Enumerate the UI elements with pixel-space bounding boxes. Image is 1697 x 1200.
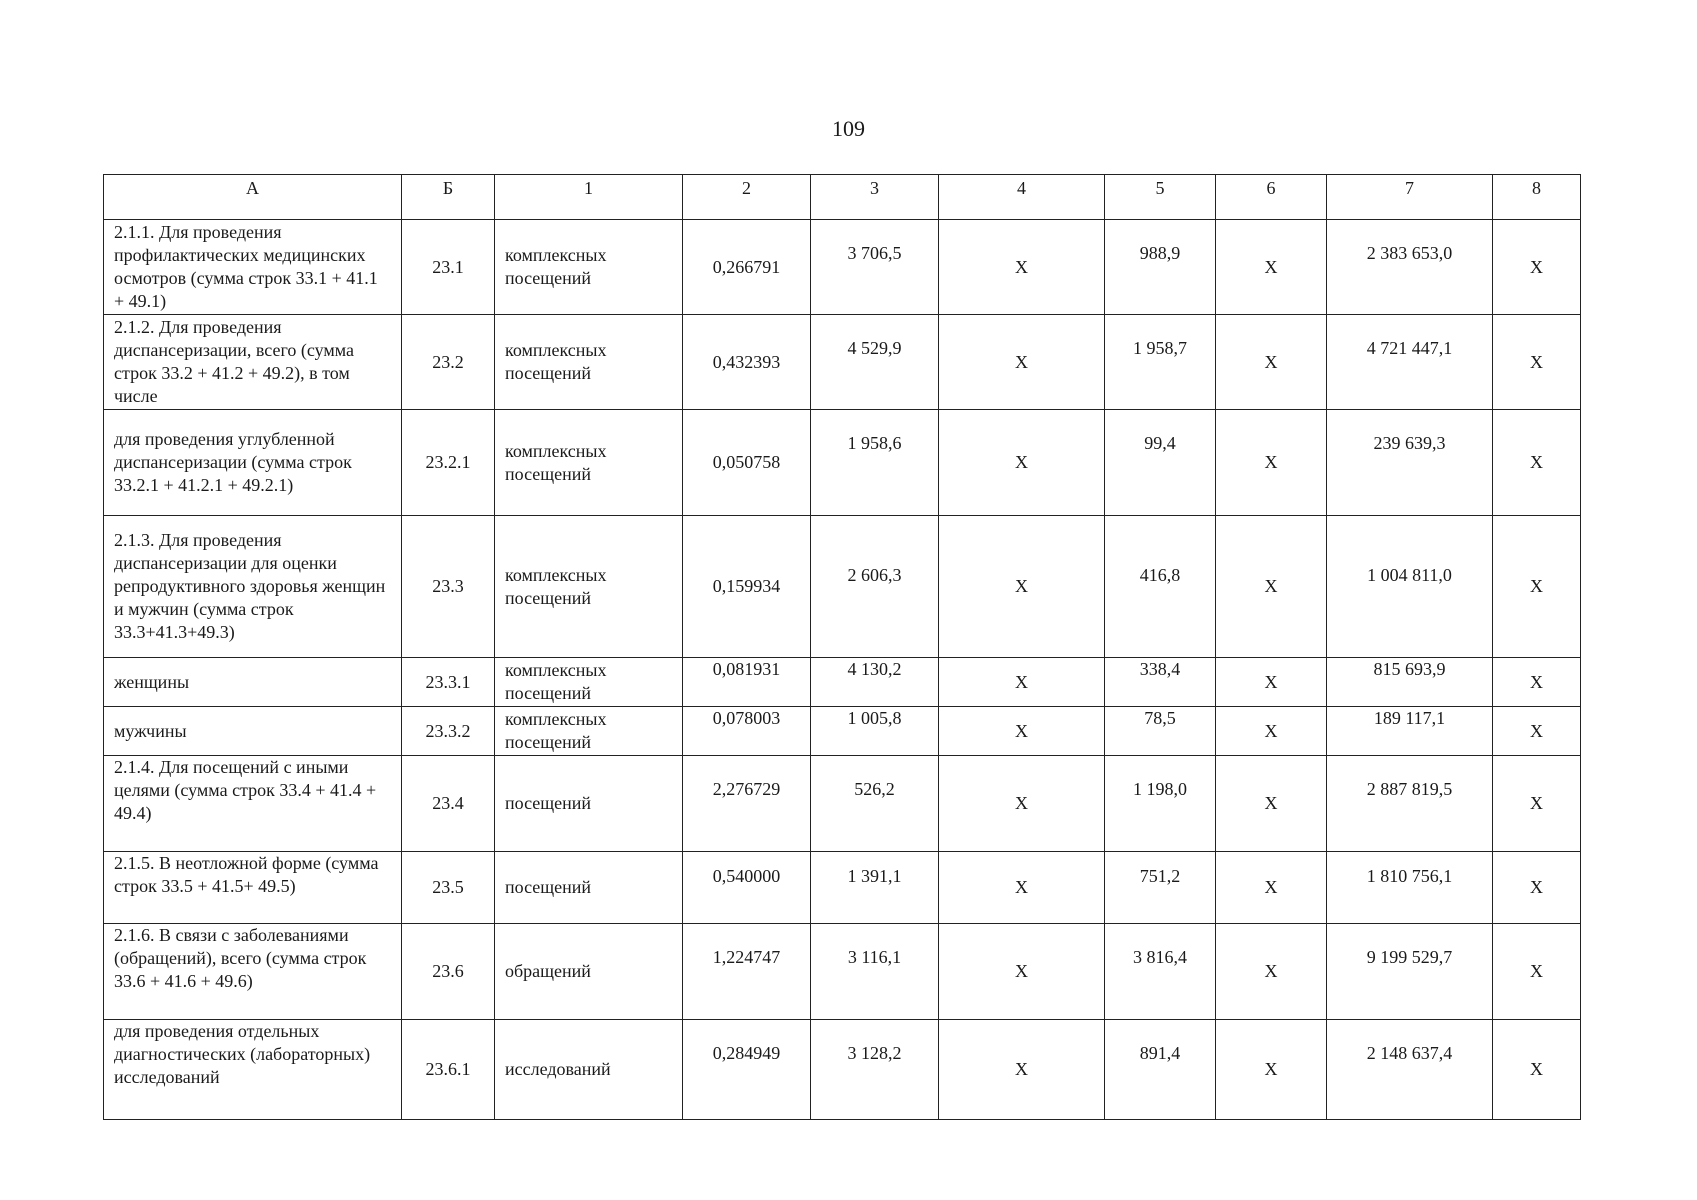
header-cell-8: 8 xyxy=(1493,175,1581,220)
cell-1: исследований xyxy=(495,1020,683,1120)
table-row xyxy=(104,756,1581,852)
cell-4: Х xyxy=(939,220,1105,315)
header-cell-3: 3 xyxy=(811,175,939,220)
cell-7: 815 693,9 xyxy=(1327,658,1493,707)
cell-5: 78,5 xyxy=(1105,707,1216,756)
cell-2: 0,284949 xyxy=(683,1020,811,1120)
header-cell-6: 6 xyxy=(1216,175,1327,220)
cell-b: 23.3.1 xyxy=(402,658,495,707)
table-row xyxy=(104,1020,1581,1120)
cell-b: 23.2 xyxy=(402,315,495,410)
cell-4: Х xyxy=(939,516,1105,658)
cell-1: комплексных посещений xyxy=(495,220,683,315)
table-row xyxy=(104,658,1581,707)
cell-8: Х xyxy=(1493,852,1581,924)
cell-2: 0,432393 xyxy=(683,315,811,410)
table-row xyxy=(104,220,1581,315)
cell-a: для проведения отдельных диагностических (лабораторных) исследований xyxy=(104,1020,402,1120)
cell-4: Х xyxy=(939,315,1105,410)
cell-5: 1 958,7 xyxy=(1105,315,1216,410)
cell-1: посещений xyxy=(495,852,683,924)
cell-4: Х xyxy=(939,1020,1105,1120)
cell-a: 2.1.4. Для посещений с иными целями (сумма строк 33.4 + 41.4 + 49.4) xyxy=(104,756,402,852)
cell-a: 2.1.3. Для проведения диспансеризации для оценки репродуктивного здоровья женщин и мужчин (сумма строк 33.3+41.3+49.3) xyxy=(104,516,402,658)
header-cell-7: 7 xyxy=(1327,175,1493,220)
cell-b: 23.4 xyxy=(402,756,495,852)
cell-a: мужчины xyxy=(104,707,402,756)
cell-a: 2.1.2. Для проведения диспансеризации, всего (сумма строк 33.2 + 41.2 + 49.2), в том числе xyxy=(104,315,402,410)
cell-1: комплексных посещений xyxy=(495,658,683,707)
cell-7: 1 004 811,0 xyxy=(1327,516,1493,658)
page-number: 109 xyxy=(832,116,865,141)
cell-8: Х xyxy=(1493,1020,1581,1120)
cell-3: 4 130,2 xyxy=(811,658,939,707)
cell-6: Х xyxy=(1216,756,1327,852)
cell-2: 0,159934 xyxy=(683,516,811,658)
cell-6: Х xyxy=(1216,410,1327,516)
cell-6: Х xyxy=(1216,220,1327,315)
cell-b: 23.3.2 xyxy=(402,707,495,756)
cell-7: 1 810 756,1 xyxy=(1327,852,1493,924)
cell-1: комплексных посещений xyxy=(495,516,683,658)
cell-2: 0,266791 xyxy=(683,220,811,315)
cell-1: посещений xyxy=(495,756,683,852)
cell-7: 2 148 637,4 xyxy=(1327,1020,1493,1120)
cell-5: 1 198,0 xyxy=(1105,756,1216,852)
cell-2: 1,224747 xyxy=(683,924,811,1020)
cell-3: 3 706,5 xyxy=(811,220,939,315)
header-cell-a: А xyxy=(104,175,402,220)
header-cell-b: Б xyxy=(402,175,495,220)
header-cell-4: 4 xyxy=(939,175,1105,220)
cell-8: Х xyxy=(1493,658,1581,707)
cell-6: Х xyxy=(1216,315,1327,410)
cell-2: 0,050758 xyxy=(683,410,811,516)
cell-7: 9 199 529,7 xyxy=(1327,924,1493,1020)
cell-6: Х xyxy=(1216,852,1327,924)
cell-7: 4 721 447,1 xyxy=(1327,315,1493,410)
cell-a: женщины xyxy=(104,658,402,707)
cell-8: Х xyxy=(1493,516,1581,658)
cell-1: комплексных посещений xyxy=(495,707,683,756)
cell-a: 2.1.1. Для проведения профилактических медицинских осмотров (сумма строк 33.1 + 41.1 + 49.1) xyxy=(104,220,402,315)
cell-2: 0,081931 xyxy=(683,658,811,707)
table-row xyxy=(104,852,1581,924)
cell-6: Х xyxy=(1216,924,1327,1020)
cell-4: Х xyxy=(939,707,1105,756)
cell-5: 99,4 xyxy=(1105,410,1216,516)
cell-3: 1 391,1 xyxy=(811,852,939,924)
table-row xyxy=(104,315,1581,410)
cell-6: Х xyxy=(1216,658,1327,707)
cell-3: 3 128,2 xyxy=(811,1020,939,1120)
cell-7: 239 639,3 xyxy=(1327,410,1493,516)
cell-3: 1 958,6 xyxy=(811,410,939,516)
cell-3: 2 606,3 xyxy=(811,516,939,658)
cell-1: комплексных посещений xyxy=(495,315,683,410)
cell-8: Х xyxy=(1493,924,1581,1020)
cell-4: Х xyxy=(939,658,1105,707)
cell-b: 23.2.1 xyxy=(402,410,495,516)
cell-1: комплексных посещений xyxy=(495,410,683,516)
table-row xyxy=(104,516,1581,658)
cell-5: 338,4 xyxy=(1105,658,1216,707)
header-cell-1: 1 xyxy=(495,175,683,220)
cell-3: 1 005,8 xyxy=(811,707,939,756)
cell-5: 751,2 xyxy=(1105,852,1216,924)
header-row xyxy=(104,175,1581,220)
cell-7: 2 887 819,5 xyxy=(1327,756,1493,852)
cell-a: 2.1.6. В связи с заболеваниями (обращений), всего (сумма строк 33.6 + 41.6 + 49.6) xyxy=(104,924,402,1020)
cell-3: 4 529,9 xyxy=(811,315,939,410)
cell-5: 3 816,4 xyxy=(1105,924,1216,1020)
cell-8: Х xyxy=(1493,220,1581,315)
header-cell-5: 5 xyxy=(1105,175,1216,220)
cell-6: Х xyxy=(1216,516,1327,658)
cell-2: 0,078003 xyxy=(683,707,811,756)
cell-4: Х xyxy=(939,924,1105,1020)
cell-3: 526,2 xyxy=(811,756,939,852)
cell-b: 23.3 xyxy=(402,516,495,658)
table-row xyxy=(104,924,1581,1020)
cell-6: Х xyxy=(1216,1020,1327,1120)
cell-8: Х xyxy=(1493,756,1581,852)
header-cell-2: 2 xyxy=(683,175,811,220)
cell-b: 23.6.1 xyxy=(402,1020,495,1120)
cell-4: Х xyxy=(939,756,1105,852)
table-row xyxy=(104,410,1581,516)
cell-1: обращений xyxy=(495,924,683,1020)
cell-4: Х xyxy=(939,852,1105,924)
cell-5: 891,4 xyxy=(1105,1020,1216,1120)
cell-8: Х xyxy=(1493,707,1581,756)
cell-2: 2,276729 xyxy=(683,756,811,852)
cell-5: 416,8 xyxy=(1105,516,1216,658)
cell-7: 2 383 653,0 xyxy=(1327,220,1493,315)
cell-8: Х xyxy=(1493,315,1581,410)
cell-5: 988,9 xyxy=(1105,220,1216,315)
data-table xyxy=(103,174,1581,1120)
cell-3: 3 116,1 xyxy=(811,924,939,1020)
cell-6: Х xyxy=(1216,707,1327,756)
cell-a: 2.1.5. В неотложной форме (сумма строк 33.5 + 41.5+ 49.5) xyxy=(104,852,402,924)
cell-a: для проведения углубленной диспансеризации (сумма строк 33.2.1 + 41.2.1 + 49.2.1) xyxy=(104,410,402,516)
cell-8: Х xyxy=(1493,410,1581,516)
cell-b: 23.5 xyxy=(402,852,495,924)
cell-b: 23.6 xyxy=(402,924,495,1020)
table-row xyxy=(104,707,1581,756)
cell-7: 189 117,1 xyxy=(1327,707,1493,756)
cell-b: 23.1 xyxy=(402,220,495,315)
cell-2: 0,540000 xyxy=(683,852,811,924)
cell-4: Х xyxy=(939,410,1105,516)
